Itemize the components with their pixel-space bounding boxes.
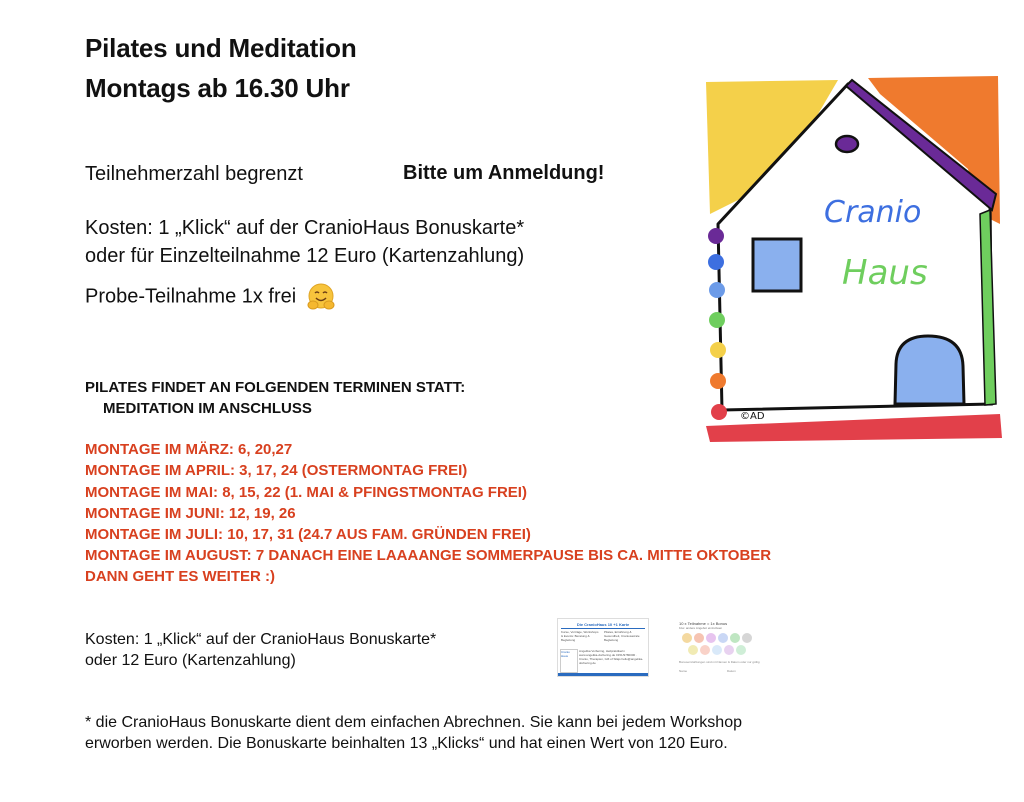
schedule-date-line: MONTAGE IM APRIL: 3, 17, 24 (OSTERMONTAG FREI) [85, 462, 468, 479]
logo-dot [708, 228, 724, 244]
trial-line [85, 282, 336, 312]
bonus-card-date-label: Datum [727, 669, 736, 673]
bonus-card-back-image [677, 618, 767, 675]
schedule-date-line: MONTAGE IM MAI: 8, 15, 22 (1. MAI & PFINGSTMONTAG FREI) [85, 484, 527, 501]
hugging-face-icon [306, 282, 336, 312]
logo-dot [710, 342, 726, 358]
schedule-date-line: MONTAGE IM JUNI: 12, 19, 26 [85, 505, 296, 522]
logo-word-cranio: Cranio [824, 195, 922, 230]
cost-repeat-line-2: oder 12 Euro (Kartenzahlung) [85, 652, 296, 669]
page-title: Pilates und Meditation [85, 33, 357, 63]
bonus-card-front-col2: Pilates, Ernährung & Gesundheit, Craniosacrale Begleitung [604, 630, 640, 642]
cost-line-2: oder für Einzelteilnahme 12 Euro (Kartenzahlung) [85, 245, 525, 267]
bonus-card-contact: Angelika Vorbering, Heilpraktikerin www.angelika-dorbering.de 0151/9780000 · Cranio, Therapien, Gift of Silajs hello@angelika-dorbering.de [579, 649, 644, 665]
divider [558, 673, 648, 676]
bonus-card-front-image [557, 618, 649, 677]
schedule-intro: PILATES FINDET AN FOLGENDEN TERMINEN STATT: [85, 379, 466, 396]
cost-line-1: Kosten: 1 „Klick“ auf der CranioHaus Bonuskarte* [85, 217, 525, 239]
bonus-card-back-footer: Bonuseinzahlungen sind mit Namen & Datum oder nur gültig [679, 660, 760, 664]
divider [561, 628, 645, 629]
craniohaus-logo [700, 74, 1006, 446]
schedule-date-line: MONTAGE IM JULI: 10, 17, 31 (24.7 AUS FAM. GRÜNDEN FREI) [85, 526, 531, 543]
schedule-intro-meditation: MEDITATION IM ANSCHLUSS [103, 400, 312, 417]
bonus-card-back-subtitle: bzw. andere Angebot einzulösen [679, 626, 723, 630]
logo-dot [708, 254, 724, 270]
logo-round-window [836, 136, 858, 152]
page-subtitle-time: Montags ab 16.30 Uhr [85, 73, 350, 103]
bonus-card-front-col1: Kurse, Vorträge, Workshops & Events: Beratung & Begleitung [561, 630, 599, 642]
bonus-stamp-circles [681, 631, 765, 657]
schedule-date-line: MONTAGE IM AUGUST: 7 DANACH EINE LAAAANGE SOMMERPAUSE BIS CA. MITTE OKTOBER [85, 547, 772, 564]
logo-door [895, 336, 964, 404]
cost-repeat-line-1: Kosten: 1 „Klick“ auf der CranioHaus Bonuskarte* [85, 631, 437, 648]
trial-text: Probe-Teilnahme 1x frei [85, 285, 297, 308]
logo-signature: ©AD [740, 411, 765, 422]
logo-dot [709, 312, 725, 328]
footnote-line-1: * die CranioHaus Bonuskarte dient dem einfachen Abrechnen. Sie kann bei jedem Workshop [85, 714, 742, 731]
bonus-card-name-label: Name [679, 669, 688, 673]
logo-dot [710, 373, 726, 389]
logo-word-haus: Haus [842, 253, 928, 293]
logo-dot [711, 404, 727, 420]
footnote-line-2: erworben werden. Die Bonuskarte beinhalten 13 „Klicks“ und hat einen Wert von 120 Euro. [85, 735, 728, 752]
logo-square-window [753, 239, 801, 291]
bonus-card-front-title: Die CranioHaus 10 +1 Karte [576, 622, 630, 627]
bonus-card-back-title: 10 x Teilnahme = 1x Bonus [679, 621, 728, 626]
registration-note: Bitte um Anmeldung! [403, 162, 605, 184]
logo-dot [709, 282, 725, 298]
schedule-date-line: DANN GEHT ES WEITER :) [85, 568, 275, 585]
schedule-date-line: MONTAGE IM MÄRZ: 6, 20,27 [85, 441, 293, 458]
bonus-card-logo: Cranio Haus [560, 649, 578, 673]
participants-limited-text: Teilnehmerzahl begrenzt [85, 163, 303, 185]
